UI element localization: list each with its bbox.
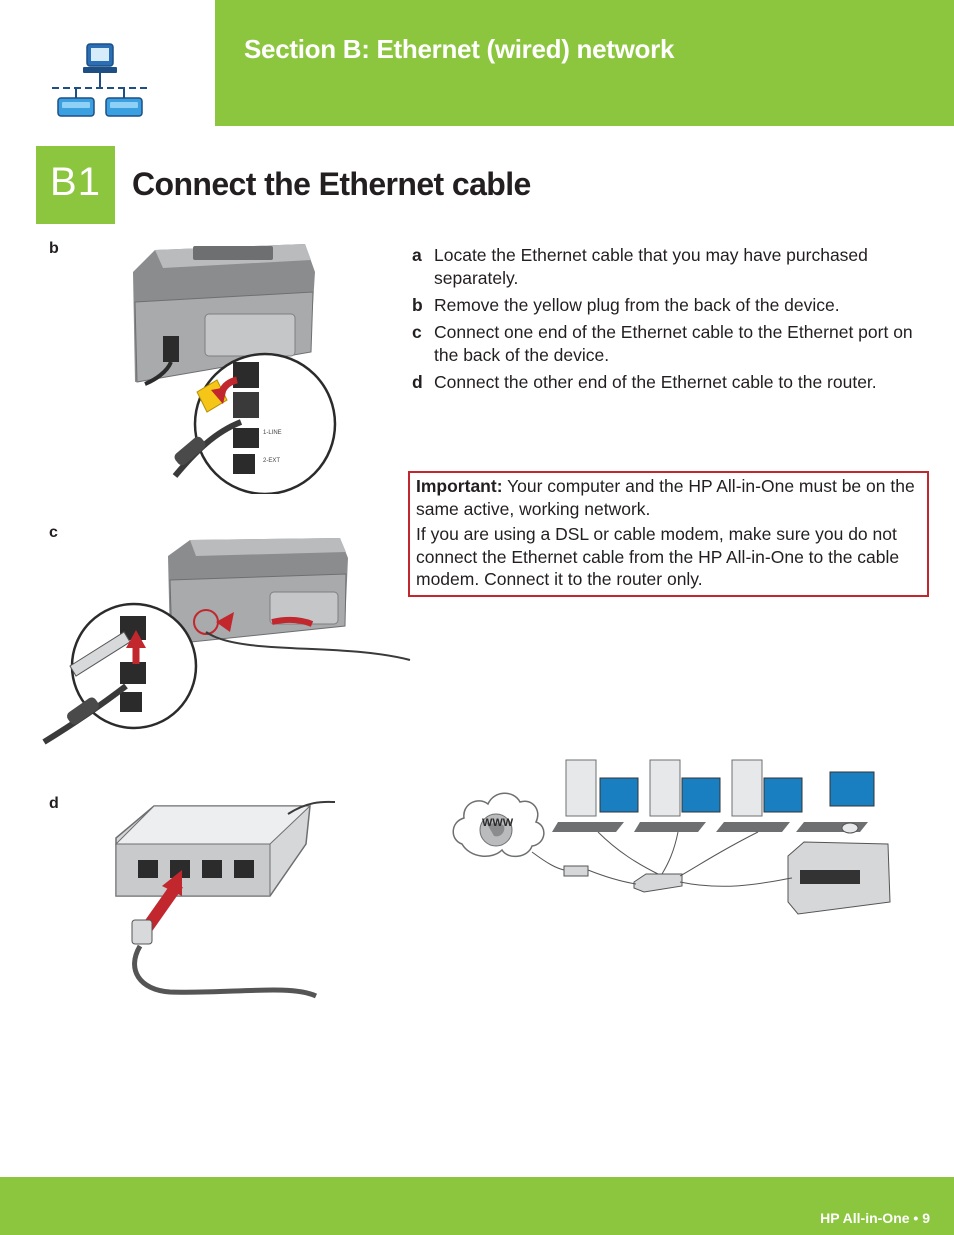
instruction-key: b <box>412 295 423 315</box>
figure-d-label: d <box>49 795 59 812</box>
instruction-text: Connect the other end of the Ethernet cable to the router. <box>434 372 877 392</box>
step-title: Connect the Ethernet cable <box>132 166 531 202</box>
footer-band <box>0 1177 954 1235</box>
important-label: Important: <box>416 476 503 496</box>
important-note-text <box>416 475 921 594</box>
figure-d-connect-router-illustration <box>110 800 340 1004</box>
figure-c-connect-device-illustration <box>40 536 412 746</box>
instruction-text: Remove the yellow plug from the back of the device. <box>434 295 840 315</box>
router-icon <box>634 874 682 892</box>
step-code: B1 <box>50 160 101 204</box>
instruction-list <box>412 244 937 398</box>
instruction-item <box>412 294 937 317</box>
instruction-text: Locate the Ethernet cable that you may have purchased separately. <box>434 245 868 288</box>
wired-network-icon <box>48 38 152 124</box>
port-ext-label: 2-EXT <box>263 458 281 464</box>
figure-b-remove-plug-illustration <box>115 232 415 494</box>
port-line-label: 1-LINE <box>263 430 282 436</box>
www-label: WWW <box>482 817 514 829</box>
network-diagram-illustration <box>448 752 896 920</box>
important-text-1: Your computer and the HP All-in-One must be on the same active, working network. <box>416 476 915 519</box>
instruction-item <box>412 244 937 290</box>
important-text-2: If you are using a DSL or cable modem, make sure you do not connect the Ethernet cable from the HP All-in-One to the cable modem. Connect it to the router only. <box>416 524 900 589</box>
laptop-icon <box>796 772 874 833</box>
instruction-key: a <box>412 245 422 265</box>
hp-all-in-one-printer-icon <box>788 842 890 914</box>
computer-2-icon <box>634 760 720 832</box>
instruction-text: Connect one end of the Ethernet cable to the Ethernet port on the back of the device. <box>434 322 913 365</box>
figure-c-label: c <box>49 524 58 541</box>
section-title: Section B: Ethernet (wired) network <box>244 34 675 64</box>
computer-1-icon <box>552 760 638 832</box>
instruction-item <box>412 321 937 367</box>
figure-b-label: b <box>49 240 59 257</box>
instruction-key: c <box>412 322 422 342</box>
computer-3-icon <box>716 760 802 832</box>
page-footer: HP All-in-One • 9 <box>820 1210 930 1226</box>
instruction-key: d <box>412 372 423 392</box>
instruction-item <box>412 371 937 394</box>
modem-icon <box>564 866 588 876</box>
